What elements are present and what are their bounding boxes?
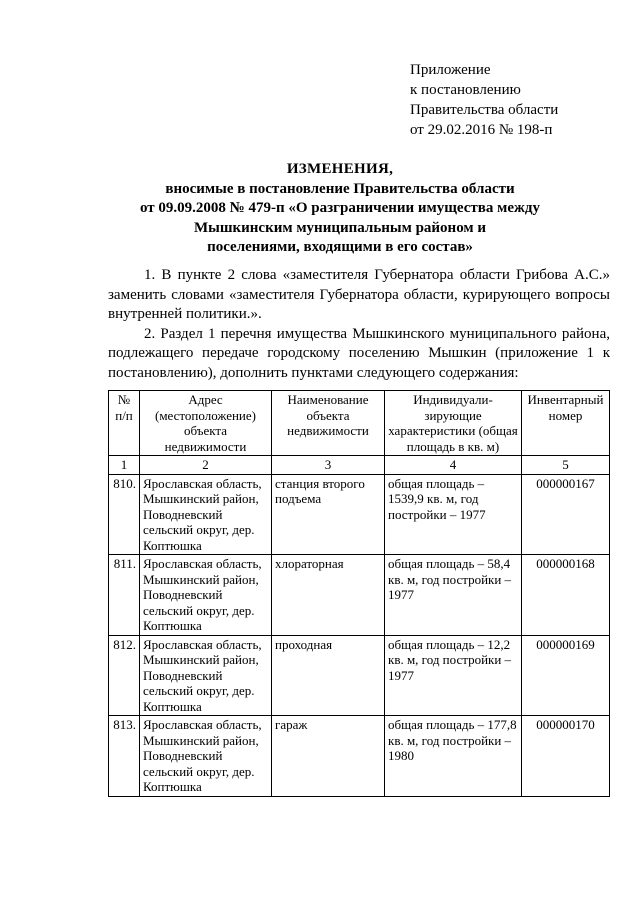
appendix-block [410, 60, 558, 140]
row-name: гараж [272, 716, 385, 797]
table-row [109, 474, 610, 555]
table-row [109, 555, 610, 636]
header-address: Адрес (местоположение) объекта недвижимости [140, 391, 272, 456]
title-line: от 09.09.2008 № 479-п «О разграничении имущества между [140, 200, 540, 216]
column-number: 5 [522, 456, 610, 475]
table-row [109, 716, 610, 797]
row-address: Ярославская область, Мышкинский район, Поводневский сельский округ, дер. Коптюшка [140, 474, 272, 555]
row-address: Ярославская область, Мышкинский район, Поводневский сельский округ, дер. Коптюшка [140, 716, 272, 797]
header-num: № п/п [109, 391, 140, 456]
row-address: Ярославская область, Мышкинский район, Поводневский сельский округ, дер. Коптюшка [140, 555, 272, 636]
column-number: 4 [385, 456, 522, 475]
row-characteristics: общая площадь – 12,2 кв. м, год постройки – 1977 [385, 635, 522, 716]
document-title [60, 160, 620, 258]
title-line: Мышкинским муниципальным районом и [193, 219, 487, 236]
row-name: станция второго подъема [272, 474, 385, 555]
row-characteristics: общая площадь – 1539,9 кв. м, год постройки – 1977 [385, 474, 522, 555]
paragraph-1: 1. В пункте 2 слова «заместителя Губернатора области Грибова А.С.» заменить словами «заместителя Губернатора области, курирующего вопросы внутренней политики.». [108, 267, 610, 322]
row-inventory: 000000168 [522, 555, 610, 636]
appendix-line: Правительства области [410, 102, 559, 118]
header-name: Наименование объекта недвижимости [272, 391, 385, 456]
column-number: 3 [272, 456, 385, 475]
row-num: 813. [109, 716, 140, 797]
appendix-line: Приложение [410, 62, 491, 78]
title-line: вносимые в постановление Правительства области [165, 180, 515, 197]
table-header-row [109, 391, 610, 456]
column-number-row [109, 456, 610, 475]
appendix-line: к постановлению [410, 82, 521, 98]
column-number: 1 [109, 456, 140, 475]
title-line: поселениями, входящими в его состав» [207, 239, 473, 255]
body-text [108, 266, 610, 383]
row-characteristics: общая площадь – 177,8 кв. м, год постройки – 1980 [385, 716, 522, 797]
column-number: 2 [140, 456, 272, 475]
header-characteristics: Индивидуали-зирующие характеристики (общая площадь в кв. м) [385, 391, 522, 456]
appendix-line: от 29.02.2016 № 198-п [410, 122, 553, 138]
row-inventory: 000000167 [522, 474, 610, 555]
row-address: Ярославская область, Мышкинский район, Поводневский сельский округ, дер. Коптюшка [140, 635, 272, 716]
row-inventory: 000000169 [522, 635, 610, 716]
row-num: 810. [109, 474, 140, 555]
row-name: проходная [272, 635, 385, 716]
row-num: 811. [109, 555, 140, 636]
row-name: хлораторная [272, 555, 385, 636]
row-inventory: 000000170 [522, 716, 610, 797]
row-num: 812. [109, 635, 140, 716]
header-inventory: Инвентарный номер [522, 391, 610, 456]
row-characteristics: общая площадь – 58,4 кв. м, год постройки – 1977 [385, 555, 522, 636]
property-table [108, 390, 610, 797]
title-heading: ИЗМЕНЕНИЯ, [286, 161, 394, 177]
paragraph-2: 2. Раздел 1 перечня имущества Мышкинского муниципального района, подлежащего передаче городскому поселению Мышкин (приложение 1 к постановлению), дополнить пунктами следующего содержания: [108, 325, 610, 381]
table-row [109, 635, 610, 716]
